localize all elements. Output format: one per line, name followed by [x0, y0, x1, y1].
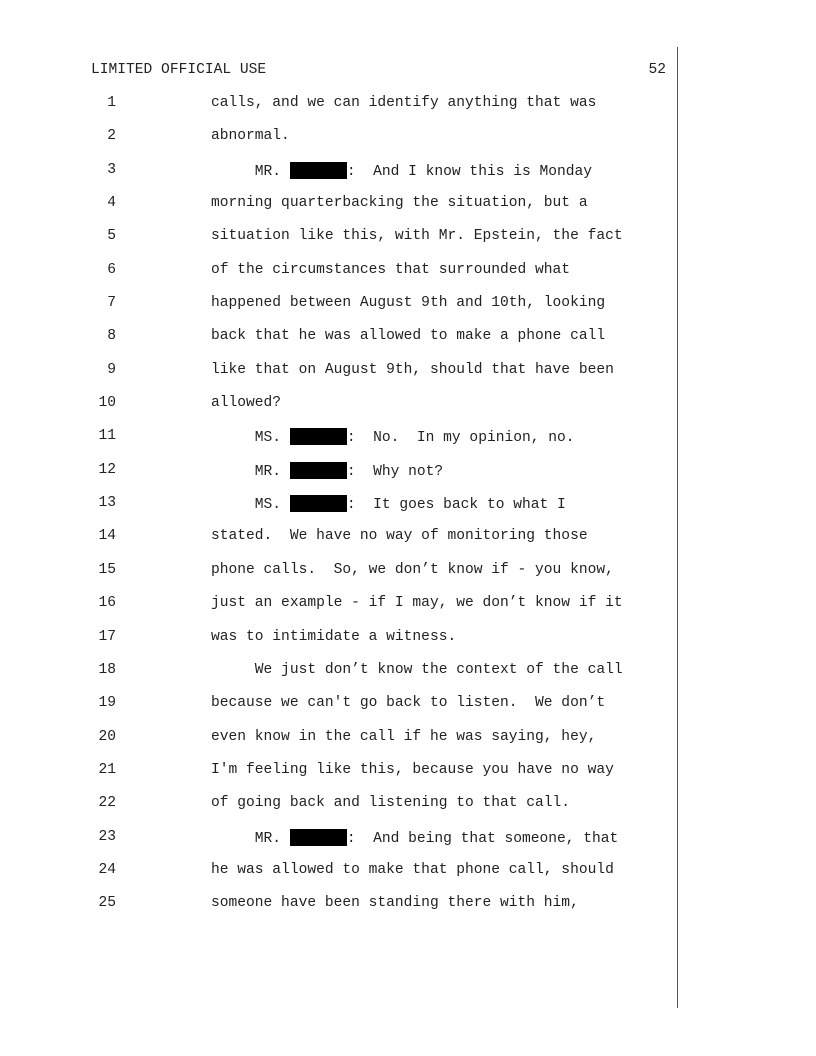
line-text-segment: : Why not?: [346, 463, 444, 480]
line-number: 23: [98, 828, 116, 845]
transcript-line: [0, 762, 816, 795]
line-text: [211, 895, 579, 912]
line-text: [211, 762, 614, 779]
line-text-segment: calls, and we can identify anything that was: [211, 95, 597, 111]
transcript-line: [0, 95, 816, 128]
redacted-name-box: [290, 829, 347, 846]
line-number: 7: [107, 295, 116, 312]
line-number: 24: [98, 861, 116, 878]
transcript-line: [0, 662, 816, 695]
line-text-segment: happened between August 9th and 10th, looking: [211, 295, 606, 312]
line-text-segment: abnormal.: [211, 128, 290, 145]
line-text: [211, 328, 605, 345]
line-number: 17: [98, 628, 116, 645]
transcript-line: [0, 562, 816, 595]
transcript-line: [0, 595, 816, 628]
line-number: 21: [98, 761, 116, 778]
redacted-name-box: [290, 462, 347, 479]
line-text-segment: MS.: [211, 497, 290, 514]
line-text: [211, 362, 614, 379]
line-number: 5: [107, 228, 116, 245]
line-text-segment: : No. In my opinion, no.: [346, 430, 575, 447]
line-number: 20: [98, 728, 116, 745]
line-number: 15: [98, 561, 116, 578]
line-text-segment: : It goes back to what I: [346, 497, 566, 514]
line-number: 8: [107, 328, 116, 345]
transcript-line: [0, 462, 816, 495]
transcript-line: [0, 228, 816, 261]
redacted-name-box: [290, 495, 347, 512]
redacted-name-box: [290, 162, 347, 179]
transcript-line: [0, 695, 816, 728]
line-text-segment: I'm feeling like this, because you have no way: [211, 761, 614, 778]
line-text: [211, 562, 614, 579]
page-header-classification: LIMITED OFFICIAL USE: [91, 62, 267, 78]
line-number: 14: [98, 528, 116, 545]
line-text-segment: MR.: [211, 463, 290, 480]
transcript-line: [0, 328, 816, 361]
transcript-line: [0, 528, 816, 561]
line-text: [211, 128, 290, 145]
line-text: [211, 862, 614, 879]
transcript-line: [0, 895, 816, 928]
line-text: [211, 729, 596, 746]
line-text-segment: stated. We have no way of monitoring those: [211, 528, 588, 545]
line-text-segment: just an example - if I may, we don’t know if it: [211, 595, 623, 612]
line-text-segment: MR.: [211, 830, 290, 847]
transcript-line: [0, 362, 816, 395]
line-text-segment: because we can't go back to listen. We don’t: [211, 695, 606, 712]
line-text: [211, 95, 596, 112]
transcript-line: [0, 862, 816, 895]
line-text: [211, 428, 575, 447]
line-text-segment: was to intimidate a witness.: [211, 628, 457, 645]
line-number: 22: [98, 795, 116, 812]
line-text-segment: someone have been standing there with him,: [211, 895, 579, 912]
line-text-segment: he was allowed to make that phone call, should: [211, 861, 614, 878]
line-number: 25: [98, 895, 116, 912]
line-number: 4: [107, 195, 116, 212]
redacted-name-box: [290, 428, 347, 445]
line-text: [211, 162, 592, 181]
line-text-segment: : And I know this is Monday: [346, 163, 593, 180]
line-number: 1: [107, 95, 116, 111]
line-text-segment: back that he was allowed to make a phone call: [211, 328, 606, 345]
line-text-segment: We just don’t know the context of the call: [211, 661, 623, 678]
line-text-segment: MS.: [211, 430, 290, 447]
line-number: 19: [98, 695, 116, 712]
line-text: [211, 195, 588, 212]
line-text-segment: morning quarterbacking the situation, but a: [211, 195, 588, 212]
line-text: [211, 228, 623, 245]
line-number: 11: [98, 428, 116, 445]
transcript-line: [0, 195, 816, 228]
line-number: 6: [107, 261, 116, 278]
transcript-line: [0, 395, 816, 428]
line-text-segment: allowed?: [211, 395, 282, 412]
line-text-segment: phone calls. So, we don’t know if - you know,: [211, 561, 614, 578]
line-number: 10: [98, 395, 116, 412]
line-number: 9: [107, 361, 116, 378]
transcript-line: [0, 428, 816, 461]
line-number: 3: [107, 161, 116, 178]
line-number: 16: [98, 595, 116, 612]
page-number: 52: [648, 62, 666, 78]
line-text-segment: : And being that someone, that: [346, 830, 619, 847]
transcript-line: [0, 729, 816, 762]
line-number: 18: [98, 661, 116, 678]
transcript-line: [0, 295, 816, 328]
line-text: [211, 262, 570, 279]
line-text: [211, 395, 281, 412]
line-text-segment: of going back and listening to that call.: [211, 795, 571, 812]
transcript-line: [0, 795, 816, 828]
line-text-segment: even know in the call if he was saying, hey,: [211, 728, 597, 745]
transcript-line: [0, 495, 816, 528]
line-number: 2: [107, 128, 116, 145]
line-text-segment: situation like this, with Mr. Epstein, the fact: [211, 228, 623, 245]
line-number: 12: [98, 461, 116, 478]
transcript-line: [0, 128, 816, 161]
line-text: [211, 629, 456, 646]
line-text-segment: like that on August 9th, should that have been: [211, 361, 614, 378]
line-text-segment: of the circumstances that surrounded what: [211, 261, 571, 278]
transcript-body: [0, 95, 816, 929]
line-text: [211, 695, 605, 712]
line-text-segment: MR.: [211, 163, 290, 180]
line-text: [211, 595, 623, 612]
transcript-line: [0, 262, 816, 295]
line-text: [211, 528, 588, 545]
line-text: [211, 462, 443, 481]
line-number: 13: [98, 495, 116, 512]
line-text: [211, 662, 623, 679]
transcript-line: [0, 829, 816, 862]
transcript-line: [0, 629, 816, 662]
line-text: [211, 829, 618, 848]
transcript-line: [0, 162, 816, 195]
line-text: [211, 795, 570, 812]
line-text: [211, 495, 566, 514]
line-text: [211, 295, 605, 312]
